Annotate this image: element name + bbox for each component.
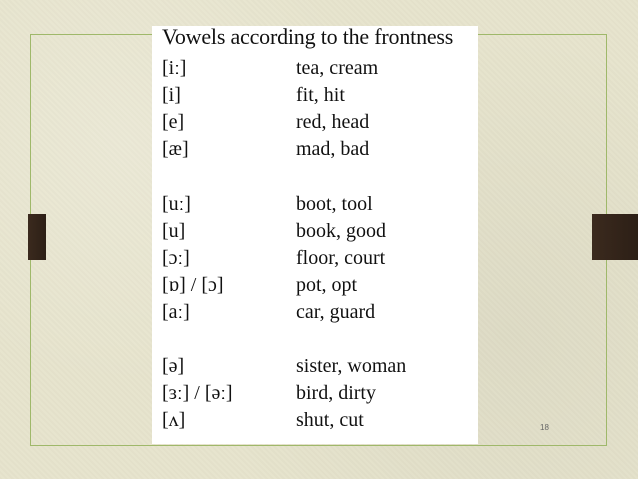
vowel-examples: pot, opt bbox=[296, 274, 358, 296]
vowel-examples: red, head bbox=[296, 111, 370, 133]
vowel-examples: fit, hit bbox=[296, 84, 345, 106]
vowel-symbol: [e] bbox=[162, 111, 185, 133]
vowel-examples: boot, tool bbox=[296, 193, 373, 215]
vowel-symbol: [æ] bbox=[162, 138, 189, 160]
vowel-symbol: [iː] bbox=[162, 57, 187, 79]
vowel-symbol: [ə] bbox=[162, 355, 185, 377]
vowel-table-box bbox=[152, 26, 478, 444]
slide-title: Vowels according to the frontness bbox=[162, 24, 454, 49]
vowel-examples: bird, dirty bbox=[296, 382, 376, 404]
right-side-tab bbox=[592, 214, 638, 260]
vowel-symbol: [uː] bbox=[162, 193, 191, 215]
vowel-examples: floor, court bbox=[296, 247, 386, 269]
vowel-examples: book, good bbox=[296, 220, 386, 242]
vowel-symbol: [ɔː] bbox=[162, 247, 190, 269]
vowel-examples: shut, cut bbox=[296, 409, 364, 431]
vowel-symbol: [aː] bbox=[162, 301, 190, 323]
vowel-examples: mad, bad bbox=[296, 138, 370, 160]
vowel-symbol: [ɒ] / [ɔ] bbox=[162, 274, 224, 296]
vowel-symbol: [ʌ] bbox=[162, 409, 186, 431]
vowel-examples: tea, cream bbox=[296, 57, 379, 79]
vowel-symbol: [u] bbox=[162, 220, 186, 242]
vowel-examples: car, guard bbox=[296, 301, 376, 323]
slide-page-number: 18 bbox=[540, 423, 549, 432]
vowel-examples: sister, woman bbox=[296, 355, 407, 377]
vowel-symbol: [ɜː] / [əː] bbox=[162, 382, 233, 404]
left-side-tab bbox=[28, 214, 46, 260]
vowel-symbol: [i] bbox=[162, 84, 181, 106]
